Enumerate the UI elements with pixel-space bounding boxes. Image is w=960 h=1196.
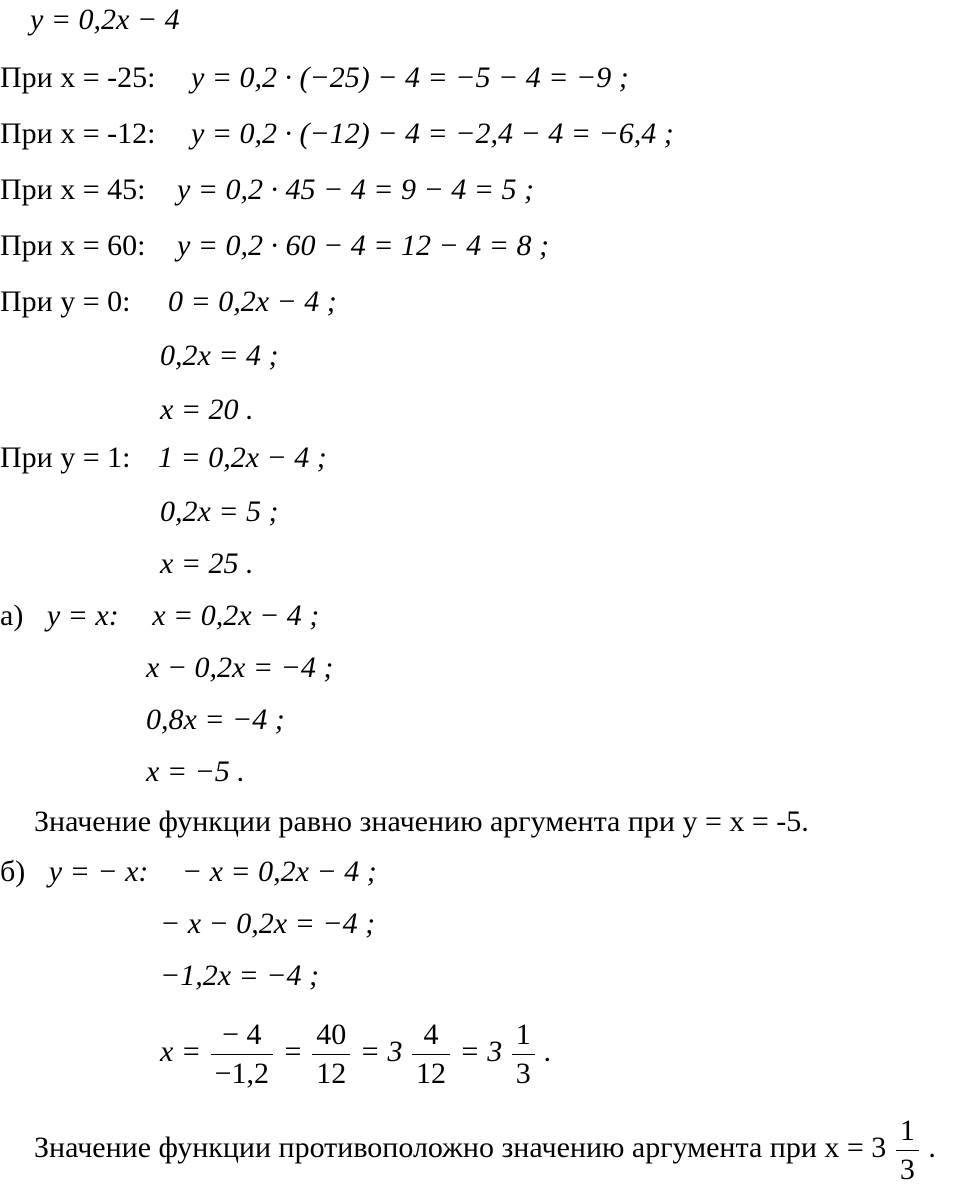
part-a-condition: y = x: bbox=[46, 599, 119, 632]
part-b-conclusion: Значение функции противоположно значению аргумента при x = 3 $\frac{1}{3}$ . bbox=[34, 1114, 936, 1186]
y0-label: При y = 0: bbox=[0, 285, 131, 318]
fraction: $\frac{4}{12}$ bbox=[412, 1019, 450, 1089]
part-a-step: x − 0,2x = −4 ; bbox=[146, 651, 334, 684]
point-row bbox=[0, 172, 534, 208]
part-b-label: б) bbox=[0, 855, 26, 888]
part-a-step: x = −5 . bbox=[146, 755, 245, 788]
point-calc: y = 0,2 · (−12) − 4 = −2,4 − 4 = −6,4 ; bbox=[190, 117, 674, 150]
point-row bbox=[0, 228, 549, 264]
function-formula: y = 0,2x − 4 bbox=[30, 3, 180, 36]
point-label: При x = -12: bbox=[0, 117, 156, 150]
part-b-final-step: x = $\frac{- 4}{-1,2}$ = $\frac{40}{12}$ = 3 $\frac{4}{12}$ = 3 $\frac{1}{3}$ . bbox=[160, 1018, 552, 1090]
part-b-row bbox=[0, 854, 377, 890]
y1-step: 1 = 0,2x − 4 ; bbox=[157, 441, 327, 474]
fraction: $\frac{- 4}{-1,2}$ bbox=[211, 1019, 273, 1089]
y1-row bbox=[0, 440, 327, 476]
point-label: При x = 45: bbox=[0, 173, 146, 206]
fraction: $\frac{40}{12}$ bbox=[312, 1019, 350, 1089]
part-a-step: 0,8x = −4 ; bbox=[146, 703, 285, 736]
point-calc: y = 0,2 · (−25) − 4 = −5 − 4 = −9 ; bbox=[190, 61, 629, 94]
point-calc: y = 0,2 · 45 − 4 = 9 − 4 = 5 ; bbox=[176, 173, 535, 206]
y0-step: 0 = 0,2x − 4 ; bbox=[167, 285, 337, 318]
part-b-condition: y = − x: bbox=[48, 855, 149, 888]
fraction: $\frac{1}{3}$ bbox=[512, 1019, 535, 1089]
fraction: $\frac{1}{3}$ bbox=[896, 1115, 919, 1185]
part-b-step: −1,2x = −4 ; bbox=[160, 959, 320, 992]
point-label: При x = -25: bbox=[0, 61, 156, 94]
point-calc: y = 0,2 · 60 − 4 = 12 − 4 = 8 ; bbox=[176, 229, 550, 262]
part-b-step: − x − 0,2x = −4 ; bbox=[160, 907, 376, 940]
part-b-step: − x = 0,2x − 4 ; bbox=[181, 855, 377, 888]
point-label: При x = 60: bbox=[0, 229, 146, 262]
part-a-conclusion: Значение функции равно значению аргумента при y = x = -5. bbox=[34, 805, 809, 838]
y0-step: x = 20 . bbox=[160, 393, 254, 426]
point-row bbox=[0, 60, 629, 96]
part-a-label: а) bbox=[0, 599, 24, 632]
y0-step: 0,2x = 4 ; bbox=[160, 339, 279, 372]
point-row bbox=[0, 116, 674, 152]
y1-step: x = 25 . bbox=[160, 547, 254, 580]
y1-label: При y = 1: bbox=[0, 441, 131, 474]
y1-step: 0,2x = 5 ; bbox=[160, 495, 279, 528]
y0-row bbox=[0, 284, 337, 320]
part-a-row bbox=[0, 598, 319, 634]
part-a-step: x = 0,2x − 4 ; bbox=[152, 599, 320, 632]
